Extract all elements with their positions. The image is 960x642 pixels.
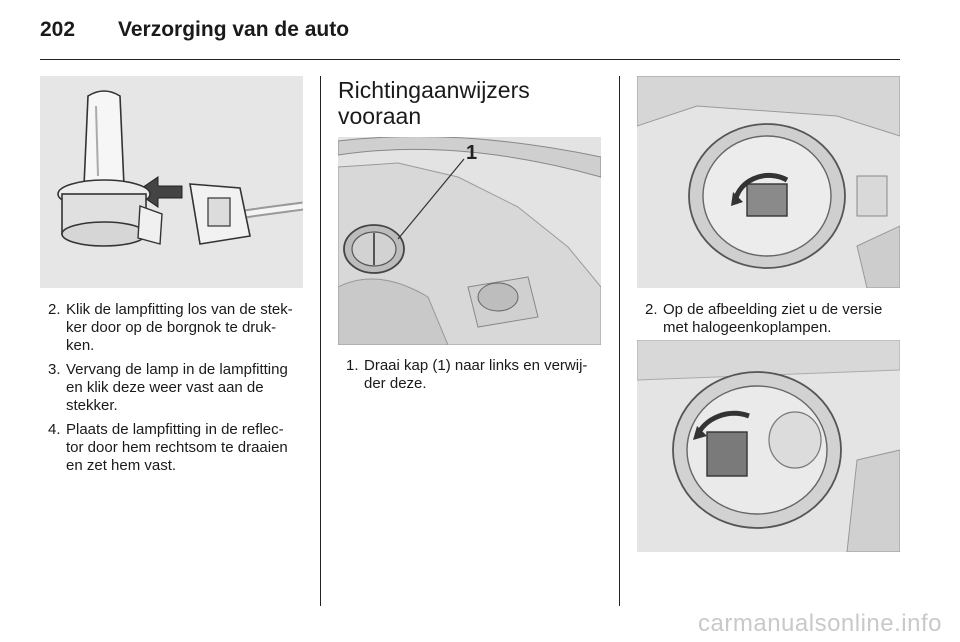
step-text	[663, 301, 882, 337]
step-line: Klik de lampfitting los van de stek-	[66, 301, 293, 318]
step-number: 1.	[346, 357, 359, 374]
page-number: 202	[40, 18, 76, 41]
lamp-housing-top-illustration	[637, 76, 900, 288]
callout-label: 1	[466, 142, 478, 164]
step-line: Op de afbeelding ziet u de versie	[663, 301, 883, 318]
column-divider-left	[320, 76, 321, 606]
step-line: en klik deze weer vast aan de	[66, 379, 264, 396]
section-title-line: Richtingaanwijzers	[338, 77, 530, 103]
chapter-title: Verzorging van de auto	[118, 18, 350, 41]
step-line: stekker.	[66, 397, 118, 414]
step-line: Plaats de lampfitting in de reflec-	[66, 421, 284, 438]
section-title-line: vooraan	[338, 103, 422, 129]
header-divider	[40, 59, 900, 60]
bulb-connector-illustration	[40, 76, 303, 288]
step-text	[66, 421, 288, 475]
step-number: 4.	[48, 421, 61, 438]
step-line: Vervang de lamp in de lampfitting	[66, 361, 288, 378]
step-line: der deze.	[364, 375, 427, 392]
headlamp-cap-illustration	[338, 137, 601, 345]
column-divider-right	[619, 76, 620, 606]
step-number: 3.	[48, 361, 61, 378]
step-line: met halogeenkoplampen.	[663, 319, 832, 336]
step-number: 2.	[645, 301, 658, 318]
step-text	[66, 361, 288, 415]
step-line: Draai kap (1) naar links en verwij-	[364, 357, 588, 374]
step-line: tor door hem rechtsom te draaien	[66, 439, 288, 456]
step-text	[66, 301, 293, 355]
halogen-lamp-illustration	[637, 340, 900, 552]
step-line: ken.	[66, 337, 95, 354]
watermark: carmanualsonline.info	[698, 610, 942, 637]
section-title	[338, 77, 608, 129]
step-line: ker door op de borgnok te druk-	[66, 319, 277, 336]
step-text	[364, 357, 587, 393]
step-number: 2.	[48, 301, 61, 318]
page-header	[40, 18, 900, 58]
step-line: en zet hem vast.	[66, 457, 177, 474]
